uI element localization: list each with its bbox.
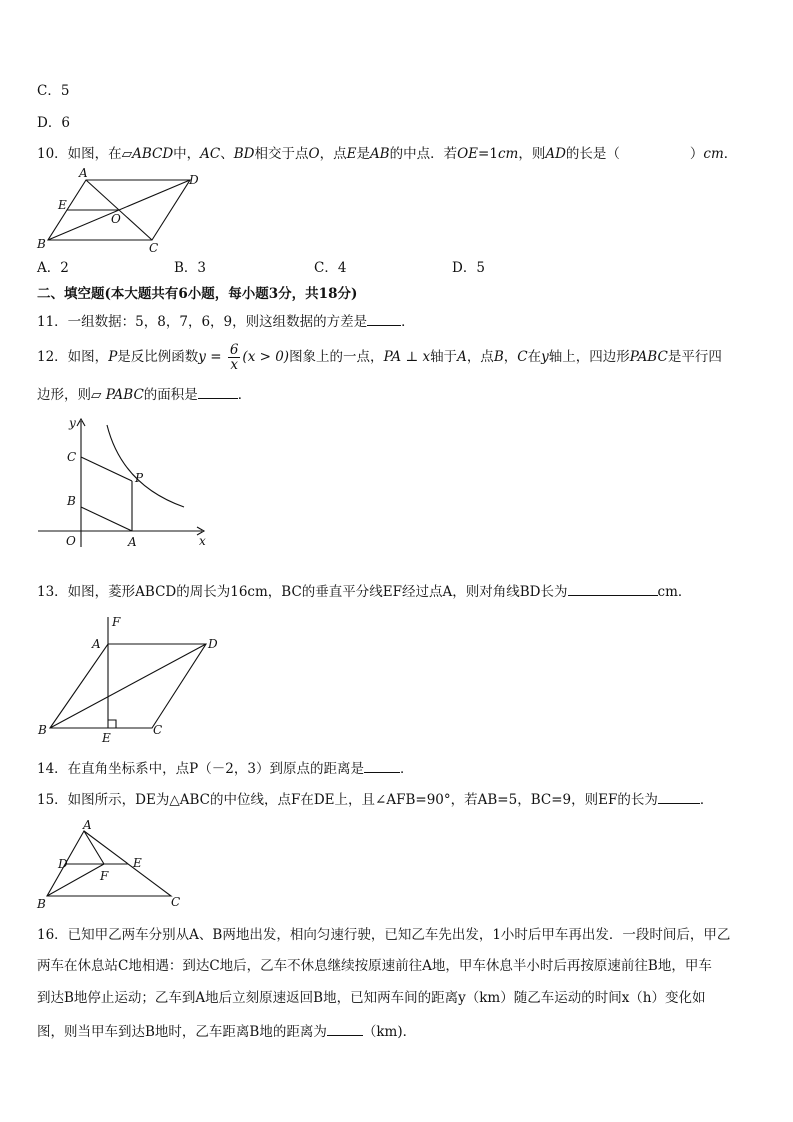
label-b: B (38, 723, 47, 737)
label-b: B (67, 494, 76, 508)
question-16-line-4 (37, 1022, 416, 1041)
q12-var: B (493, 349, 504, 365)
q12-part: 的面积是 (143, 387, 198, 403)
q10-part: =1 (478, 146, 498, 162)
label-f: F (100, 869, 109, 883)
answer-blank-16[interactable] (327, 1022, 363, 1036)
q15-triangle-figure (34, 820, 194, 912)
q15-stem: 15．如图所示，DE为△ABC的中位线，点F在DE上，且∠AFB=90°，若AB=5，BC=9，则EF的长为 (37, 792, 658, 808)
question-13-text (37, 582, 691, 601)
option-b[interactable]: B．3 (174, 260, 207, 276)
q12-part: = (205, 349, 226, 365)
fraction-denominator: x (230, 357, 238, 373)
q12-var: P (108, 349, 118, 365)
label-e: E (58, 198, 67, 212)
label-d: D (189, 173, 199, 187)
hyperbola-curve (107, 425, 184, 507)
q10-part: ） (689, 146, 704, 162)
segment-af (84, 831, 104, 864)
q10-var: BD (233, 146, 255, 162)
option-d-prev: D．6 (37, 115, 70, 131)
q10-parallelogram-figure (34, 168, 214, 258)
q12-end: ． (237, 387, 252, 403)
fraction-numerator: 6 (229, 342, 239, 358)
q12-var: y (541, 349, 549, 365)
label-d: D (58, 857, 68, 871)
answer-blank-11[interactable] (367, 312, 401, 326)
label-a: A (92, 637, 101, 651)
q10-part: 的长是（ (565, 146, 620, 162)
q12-part: 边形，则▱ (37, 387, 106, 403)
q10-part: 的中点．若 (389, 146, 458, 162)
label-c: C (67, 450, 77, 464)
q12-part: 12．如图， (37, 349, 109, 365)
q10-part: ，则 (518, 146, 546, 162)
segment-cp (81, 457, 132, 481)
q16-end: （km)． (362, 1024, 417, 1040)
question-14-text (37, 759, 413, 778)
label-o: O (66, 534, 76, 548)
q10-part: 、 (220, 146, 234, 162)
option-d[interactable]: D．5 (452, 260, 485, 276)
label-p: P (135, 471, 144, 485)
q13-rhombus-figure (34, 612, 234, 747)
label-x: x (199, 534, 206, 548)
label-b: B (37, 897, 46, 911)
label-d: D (208, 637, 218, 651)
q12-var: (x > 0) (242, 349, 290, 365)
answer-blank-14[interactable] (364, 759, 400, 773)
question-16-line-2: 两车在休息站C地相遇：到达C地后，乙车不休息继续按原速前往A地，甲车休息半小时后再按原速前往B地，甲车 (37, 958, 712, 974)
q12-part: 在 (527, 349, 542, 365)
q12-part: ⊥ (401, 349, 423, 365)
q12-part: 图象上的一点， (289, 349, 384, 365)
q15-end: ． (699, 792, 714, 808)
q13-stem: 13．如图，菱形ABCD的周长为16cm，BC的垂直平分线EF经过点A，则对角线BD长为 (37, 584, 568, 600)
fraction-6-over-x (228, 343, 241, 372)
label-a: A (128, 535, 137, 549)
option-c[interactable]: C．4 (314, 260, 347, 276)
q12-var: C (517, 349, 528, 365)
label-c: C (149, 241, 159, 255)
label-b: B (37, 237, 46, 251)
q11-stem: 11．一组数据：5，8，7，6，9，则这组数据的方差是 (37, 314, 368, 330)
question-16-line-3: 到达B地停止运动；乙车到A地后立刻原速返回B地，已知两车间的距离y（km）随乙车运动的时间x（h）变化如 (37, 990, 706, 1006)
label-a: A (83, 818, 92, 832)
question-12-line-2 (37, 385, 251, 404)
question-11-text (37, 312, 415, 331)
q10-var: AB (369, 146, 390, 162)
label-e: E (102, 731, 111, 745)
q12-part: 轴于 (430, 349, 458, 365)
q12-part: ，点 (466, 349, 494, 365)
label-c: C (153, 723, 163, 737)
q10-part: 10．如图，在 (37, 146, 122, 162)
q12-var: PA (383, 349, 402, 365)
section-2-heading: 二、填空题(本大题共有6小题，每小题3分，共18分) (37, 286, 358, 302)
q10-part: ，点 (319, 146, 347, 162)
q10-var: AD (545, 146, 566, 162)
q12-var: A (457, 349, 467, 365)
q12-part: 是反比例函数 (117, 349, 199, 365)
q10-var: O (308, 146, 320, 162)
q13-end: cm． (657, 584, 692, 600)
label-y: y (69, 416, 76, 430)
question-16-line-1: 16．已知甲乙两车分别从A、B两地出发，相向匀速行驶，已知乙车先出发，1小时后甲车再出发．一段时间后，甲乙 (37, 927, 731, 943)
q11-end: ． (401, 314, 415, 330)
q10-var: E (346, 146, 357, 162)
label-c: C (171, 895, 181, 909)
q10-part: 是 (356, 146, 370, 162)
q10-part: 相交于点 (254, 146, 309, 162)
parallelogram-symbol: ▱ (121, 146, 133, 162)
q12-part: ， (503, 349, 518, 365)
answer-blank-12[interactable] (198, 385, 238, 399)
q16-stem: 图，则当甲车到达B地时，乙车距离B地的距离为 (37, 1024, 327, 1040)
q12-part: 是平行四 (667, 349, 722, 365)
question-10-text (37, 145, 737, 163)
q12-graph-figure (34, 415, 214, 550)
label-o: O (111, 212, 121, 226)
label-a: A (79, 166, 88, 180)
option-a[interactable]: A．2 (37, 260, 69, 276)
answer-blank-15[interactable] (658, 790, 700, 804)
q12-part: 轴上，四边形 (548, 349, 630, 365)
question-15-text (37, 790, 713, 809)
question-10-options (37, 259, 557, 277)
segment-ba (81, 507, 132, 531)
q14-stem: 14．在直角坐标系中，点P（－2，3）到原点的距离是 (37, 761, 364, 777)
q10-var: cm (703, 146, 724, 162)
q10-var: ABCD (132, 146, 174, 162)
q12-var: y (198, 349, 206, 365)
q10-var: AC (200, 146, 221, 162)
label-e: E (133, 856, 142, 870)
label-f: F (112, 615, 121, 629)
q10-var: OE (457, 146, 479, 162)
q12-var: PABC (105, 387, 144, 403)
q14-end: ． (399, 761, 414, 777)
answer-blank-13[interactable] (568, 582, 658, 596)
right-angle-mark (108, 720, 116, 728)
question-12-line-1 (37, 340, 722, 374)
q10-var: cm (497, 146, 519, 162)
option-c-prev: C．5 (37, 83, 70, 99)
q10-part: 中， (173, 146, 201, 162)
q12-var: PABC (629, 349, 668, 365)
q10-part: ． (723, 146, 738, 162)
q12-var: x (422, 349, 431, 365)
diagonal-bd (50, 644, 206, 728)
